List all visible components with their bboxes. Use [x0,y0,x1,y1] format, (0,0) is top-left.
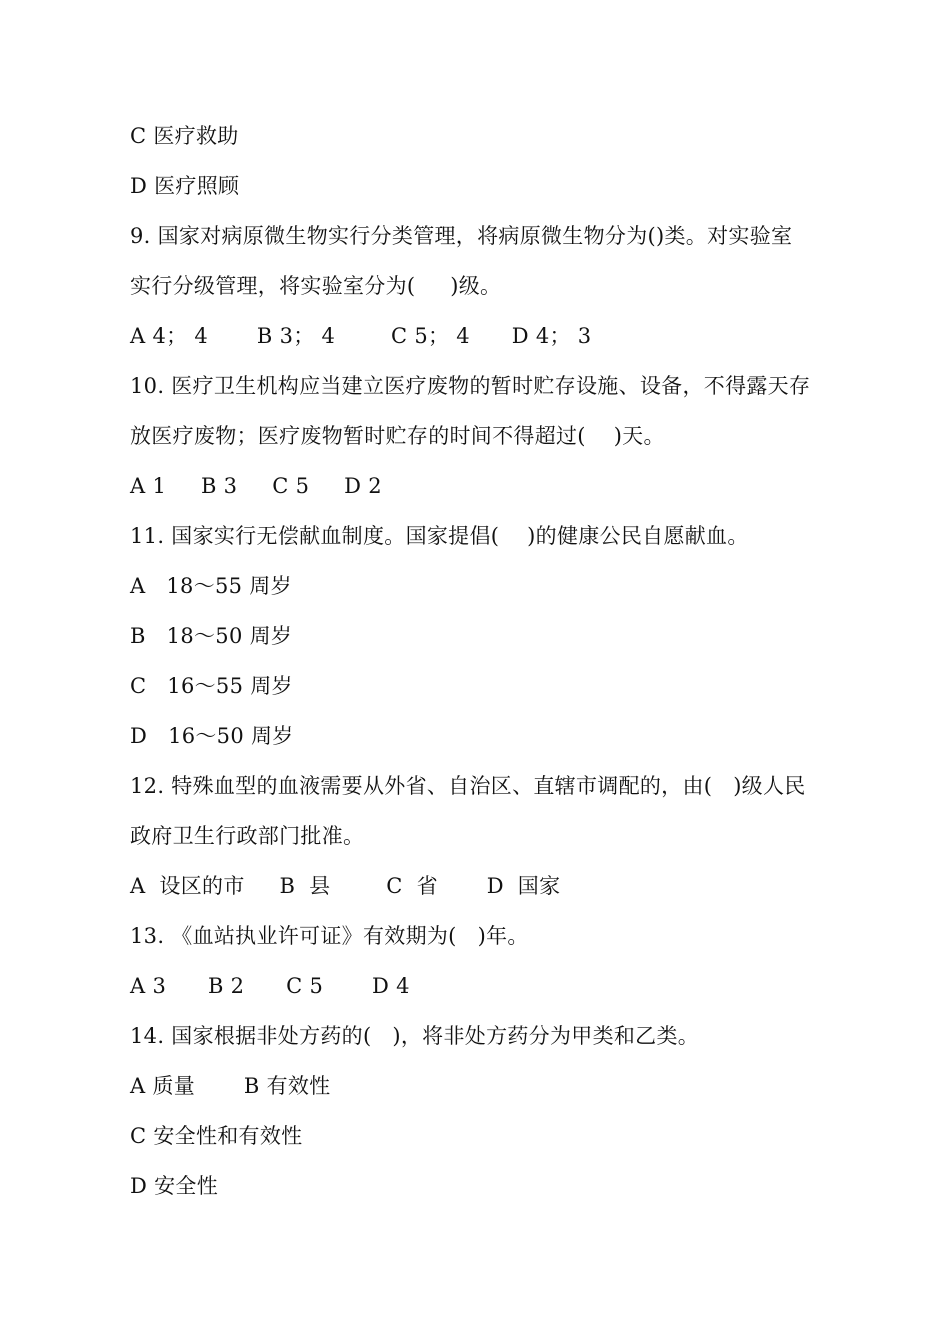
question-line: 14. 国家根据非处方药的( )，将非处方药分为甲类和乙类。 [130,1024,700,1048]
option-line: C 安全性和有效性 [130,1124,303,1148]
question-line: 10. 医疗卫生机构应当建立医疗废物的暂时贮存设施、设备，不得露天存 [130,374,811,398]
option-line: A 设区的市 B 县 C 省 D 国家 [130,874,561,898]
question-line: 政府卫生行政部门批准。 [130,824,365,848]
question-line: 13. 《血站执业许可证》有效期为( )年。 [130,924,529,948]
question-line: 12. 特殊血型的血液需要从外省、自治区、直辖市调配的，由( )级人民 [130,774,806,798]
option-line: A 1 B 3 C 5 D 2 [130,474,382,498]
option-line: D 安全性 [130,1174,219,1198]
option-line: C 16～55 周岁 [130,674,293,698]
option-line: A 质量 B 有效性 [130,1074,331,1098]
question-line: 实行分级管理，将实验室分为( )级。 [130,274,502,298]
option-line: A 18～55 周岁 [130,574,292,598]
option-line: D 16～50 周岁 [130,724,294,748]
question-line: 11. 国家实行无偿献血制度。国家提倡( )的健康公民自愿献血。 [130,524,749,548]
option-line: A 3 B 2 C 5 D 4 [130,974,410,998]
option-line: B 18～50 周岁 [130,624,293,648]
question-line: 放医疗废物；医疗废物暂时贮存的时间不得超过( )天。 [130,424,665,448]
document-body [130,113,850,1213]
option-line: D 医疗照顾 [130,174,240,198]
question-line: 9. 国家对病原微生物实行分类管理，将病原微生物分为()类。对实验室 [130,224,793,248]
option-line: C 医疗救助 [130,124,239,148]
option-line: A 4； 4 B 3； 4 C 5； 4 D 4； 3 [130,324,592,348]
